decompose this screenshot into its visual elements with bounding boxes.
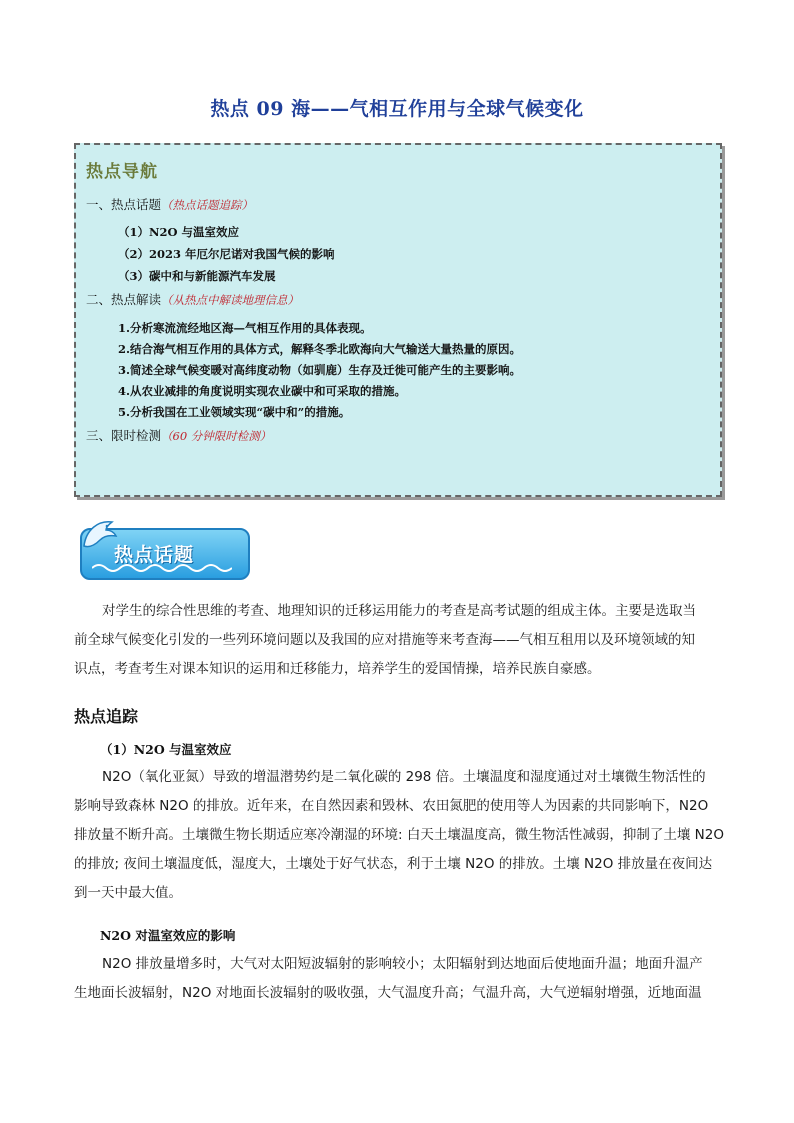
nav-item: （3）碳中和与新能源汽车发展 <box>118 269 276 283</box>
nav-item: （2）2023 年厄尔尼诺对我国气候的影响 <box>118 247 335 261</box>
nav-section-label: 二、热点解读 <box>86 292 162 307</box>
nav-item: 1.分析寒流流经地区海—气相互作用的具体表现。 <box>118 321 372 335</box>
text-line: 前全球气候变化引发的一些列环境问题以及我国的应对措施等来考查海——气相互租用以及环境领域的知 <box>74 632 695 648</box>
nav-section-note: （60 分钟限时检测） <box>161 429 272 443</box>
wave-decoration <box>92 562 232 574</box>
page-title: 热点 09 海——气相互作用与全球气候变化 <box>210 98 584 120</box>
nav-item: 5.分析我国在工业领域实现“碳中和”的措施。 <box>118 405 351 419</box>
text-line: N2O（氧化亚氮）导致的增温潜势约是二氧化碳的 298 倍。土壤温度和湿度通过对土壤微生物活性的 <box>102 769 706 785</box>
banner-label: 热点话题 <box>114 544 195 566</box>
text-line: 影响导致森林 N2O 的排放。近年来，在自然因素和毁林、农田氮肥的使用等人为因素的共同影响下，N2O <box>74 798 709 814</box>
section-heading: 热点追踪 <box>74 707 139 726</box>
text-line: 的排放; 夜间土壤温度低，湿度大，土壤处于好气状态，利于土壤 N2O 的排放。土壤 N2O 排放量在夜间达 <box>74 856 713 872</box>
nav-section-note: （从热点中解读地理信息） <box>161 293 300 307</box>
hotspot-navigation-box <box>74 143 722 497</box>
topic-paragraph <box>74 763 722 908</box>
sub-heading: N2O 对温室效应的影响 <box>100 928 236 943</box>
nav-item: 2.结合海气相互作用的具体方式，解释冬季北欧海向大气输送大量热量的原因。 <box>118 342 522 356</box>
sub-paragraph <box>74 950 722 1008</box>
intro-paragraph <box>74 597 722 684</box>
nav-section-1 <box>86 197 253 213</box>
nav-item: （1）N2O 与温室效应 <box>118 225 240 239</box>
nav-section-note: （热点话题追踪） <box>161 198 254 212</box>
nav-section-label: 一、热点话题 <box>86 197 162 212</box>
nav-heading: 热点导航 <box>86 162 158 182</box>
text-line: 识点，考查考生对课本知识的运用和迁移能力，培养学生的爱国情操，培养民族自豪感。 <box>74 661 601 677</box>
nav-item: 4.从农业减排的角度说明实现农业碳中和可采取的措施。 <box>118 384 407 398</box>
nav-item: 3.简述全球气候变暖对高纬度动物（如驯鹿）生存及迁徙可能产生的主要影响。 <box>118 363 522 377</box>
text-line: 排放量不断升高。土壤微生物长期适应寒冷潮湿的环境: 白天土壤温度高，微生物活性减弱，抑制了土壤 N2O <box>74 827 724 843</box>
nav-section-3 <box>86 428 271 444</box>
text-line: 对学生的综合性思维的考查、地理知识的迁移运用能力的考查是高考试题的组成主体。主要是选取当 <box>102 603 696 619</box>
text-line: 生地面长波辐射，N2O 对地面长波辐射的吸收强，大气温度升高；气温升高，大气逆辐射增强，近地面温 <box>74 985 702 1001</box>
topic-heading: （1）N2O 与温室效应 <box>100 742 232 757</box>
nav-section-label: 三、限时检测 <box>86 428 162 443</box>
hot-topic-banner <box>80 516 248 578</box>
text-line: N2O 排放量增多时，大气对太阳短波辐射的影响较小；太阳辐射到达地面后使地面升温；地面升温产 <box>102 956 703 972</box>
nav-section-2 <box>86 292 299 308</box>
text-line: 到一天中最大值。 <box>74 885 182 901</box>
